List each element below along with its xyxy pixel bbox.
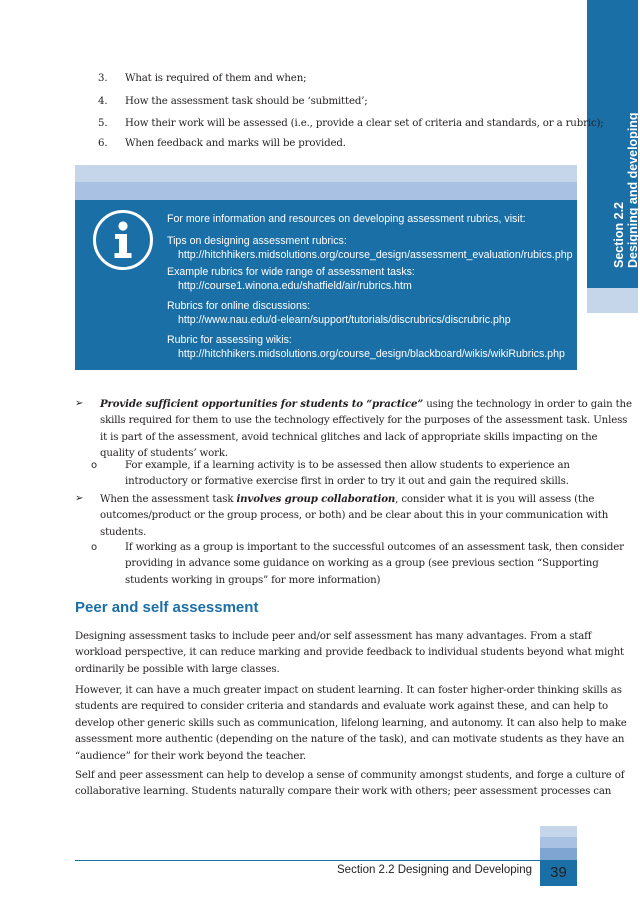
bullet-text: it is part of the assessment, avoid technical glitches and lack of appropriate skills impacting on the xyxy=(100,431,598,443)
list-text: What is required of them and when; xyxy=(125,73,307,84)
info-link-title: Example rubrics for wide range of assessment tasks: xyxy=(167,266,415,278)
info-link-title: Tips on designing assessment rubrics: xyxy=(167,235,347,247)
info-link-url[interactable]: http://hitchhikers.midsolutions.org/course_design/blackboard/wikis/wikiRubrics.php xyxy=(178,348,565,360)
list-number: 3. xyxy=(98,73,108,84)
info-intro: For more information and resources on developing assessment rubrics, visit: xyxy=(167,213,526,225)
info-link-url[interactable]: http://www.nau.edu/d-elearn/support/tutorials/discrubrics/discrubric.php xyxy=(178,314,511,326)
list-text: How their work will be assessed (i.e., provide a clear set of criteria and standards, or a rubric); xyxy=(125,118,604,129)
bullet-item xyxy=(75,396,632,463)
list-number: 5. xyxy=(98,118,108,129)
section-tab xyxy=(587,0,638,288)
section-tab-number: Section 2.2 xyxy=(612,202,626,268)
bullet-text: students. xyxy=(100,526,147,538)
section-tab-label xyxy=(612,112,640,268)
sub-bullet-item xyxy=(91,540,624,589)
bullet-emphasis: involves group collaboration xyxy=(236,493,396,505)
info-box-band-mid xyxy=(75,182,577,200)
arrow-bullet-icon: ➢ xyxy=(75,493,84,504)
bullet-emphasis: Provide sufficient opportunities for students to “practice” xyxy=(100,398,424,410)
bullet-text: introductory or formative exercise first in order to try it out and gain the required skills. xyxy=(125,476,569,488)
paragraph-line: However, it can have a much greater impact on student learning. It can foster higher-order thinking skills as xyxy=(75,685,622,696)
paragraph-line: assessment more authentic (depending on the nature of the task), and can motivate students as they have an xyxy=(75,734,625,746)
bullet-text: providing in advance some guidance on working as a group (see previous section “Supporting xyxy=(125,558,599,570)
sub-bullet-item xyxy=(91,458,580,491)
page-tab-band-light xyxy=(540,826,577,837)
bullet-item xyxy=(75,491,609,541)
section-tab-title: Designing and developing xyxy=(626,112,640,268)
paragraph xyxy=(75,683,627,765)
list-text: How the assessment task should be ‘submitted’; xyxy=(125,96,368,107)
page-number: 39 xyxy=(540,860,577,886)
list-text: When feedback and marks will be provided. xyxy=(125,138,346,149)
page-tab-band-dark xyxy=(540,848,577,860)
bullet-text: , consider what it is you will assess (the xyxy=(395,494,595,505)
bullet-text: When the assessment task xyxy=(100,494,237,505)
info-link-title: Rubrics for online discussions: xyxy=(167,300,311,312)
paragraph-line: “audience” for their work beyond the teacher. xyxy=(75,750,307,762)
bullet-text: skills required for them to use the technology effectively for the purposes of the assessment task. Unless xyxy=(100,415,628,427)
list-number: 6. xyxy=(98,138,108,149)
list-number: 4. xyxy=(98,96,108,107)
paragraph-line: ordinarily be possible with large classes. xyxy=(75,663,280,675)
circle-bullet-icon: o xyxy=(91,460,97,471)
bullet-text: students working in groups” for more information) xyxy=(125,574,381,586)
bullet-text: outcomes/product or the group process, or both) and be clear about this in your communication with xyxy=(100,510,609,522)
info-link-title: Rubric for assessing wikis: xyxy=(167,334,292,346)
paragraph-line: students are required to consider criteria and standards and evaluate work against these, and can help to xyxy=(75,701,609,713)
footer-rule xyxy=(75,860,540,861)
paragraph-line: collaborative learning. Students naturally compare their work with others; peer assessment processes can xyxy=(75,786,612,798)
footer-section-label: Section 2.2 Designing and Developing xyxy=(337,864,532,876)
paragraph-line: workload perspective, it can reduce marking and provide feedback to individual students beyond what might xyxy=(75,647,624,659)
arrow-bullet-icon: ➢ xyxy=(75,398,84,409)
bullet-text: quality of students’ work. xyxy=(100,448,228,460)
circle-bullet-icon: o xyxy=(91,542,97,553)
info-box xyxy=(75,200,577,370)
info-box-band-light xyxy=(75,165,577,182)
bullet-text: For example, if a learning activity is to be assessed then allow students to experience an xyxy=(125,460,570,471)
paragraph-line: Self and peer assessment can help to develop a sense of community amongst students, and forge a culture of xyxy=(75,770,625,781)
info-icon xyxy=(92,209,154,271)
section-heading: Peer and self assessment xyxy=(75,599,259,616)
paragraph xyxy=(75,768,625,801)
info-link-url[interactable]: http://hitchhikers.midsolutions.org/course_design/assessment_evaluation/rubics.php xyxy=(178,249,573,261)
bullet-text: using the technology in order to gain the xyxy=(423,399,632,410)
bullet-text: If working as a group is important to the successful outcomes of an assessment task, then consider xyxy=(125,542,624,553)
section-tab-stripe xyxy=(587,288,638,313)
paragraph-line: Designing assessment tasks to include peer and/or self assessment has many advantages. From a staff xyxy=(75,631,592,642)
paragraph xyxy=(75,629,624,678)
page-tab-band-mid xyxy=(540,837,577,848)
info-link-url[interactable]: http://course1.winona.edu/shatfield/air/rubrics.htm xyxy=(178,280,412,292)
paragraph-line: develop other generic skills such as communication, lifelong learning, and autonomy. It can also help to make xyxy=(75,717,627,729)
